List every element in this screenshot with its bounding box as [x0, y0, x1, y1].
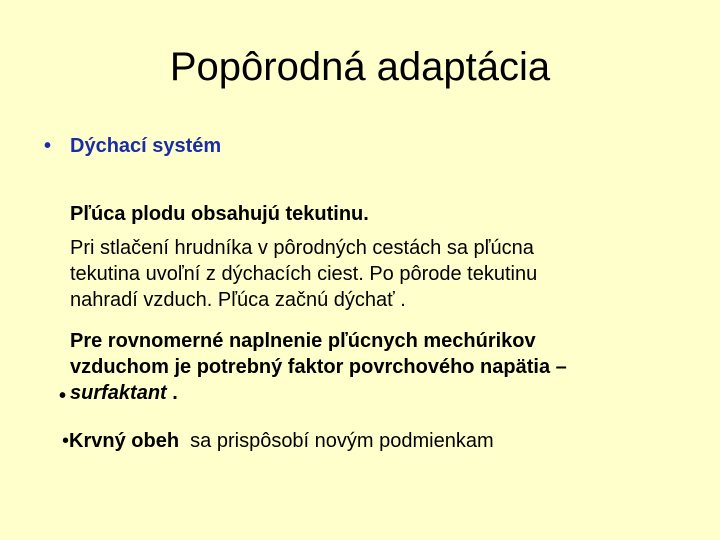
blood-circulation-text: sa prispôsobí novým podmienkam	[179, 430, 494, 452]
bullet-blood-circulation	[62, 428, 494, 454]
paragraph-line: nahradí vzduch. Pľúca začnú dýchať .	[70, 289, 406, 311]
paragraph-lungs-fluid: Pľúca plodu obsahujú tekutinu.	[70, 203, 369, 225]
slide-title: Popôrodná adaptácia	[169, 45, 551, 89]
paragraph-birth-compression	[70, 235, 537, 313]
blood-circulation-label: Krvný obeh	[69, 430, 180, 452]
paragraph-line: Pre rovnomerné naplnenie pľúcnych mechúrikov	[70, 330, 536, 352]
paragraph-line: vzduchom je potrebný faktor povrchového napätia –	[70, 356, 567, 378]
section-heading: Dýchací systém	[70, 135, 222, 157]
stray-bullet-icon: •	[59, 385, 67, 407]
paragraph-line-last	[70, 380, 567, 406]
section-heading-row	[44, 133, 221, 159]
bullet-icon: •	[62, 430, 70, 452]
bullet-icon: •	[44, 135, 52, 157]
paragraph-line: Pri stlačení hrudníka v pôrodných cestách sa pľúcna	[70, 237, 534, 259]
surfactant-term: surfaktant	[70, 382, 167, 404]
paragraph-line: tekutina uvoľní z dýchacích ciest. Po pôrode tekutinu	[70, 263, 538, 285]
paragraph-surfactant	[70, 328, 567, 406]
paragraph-end: .	[166, 382, 178, 404]
